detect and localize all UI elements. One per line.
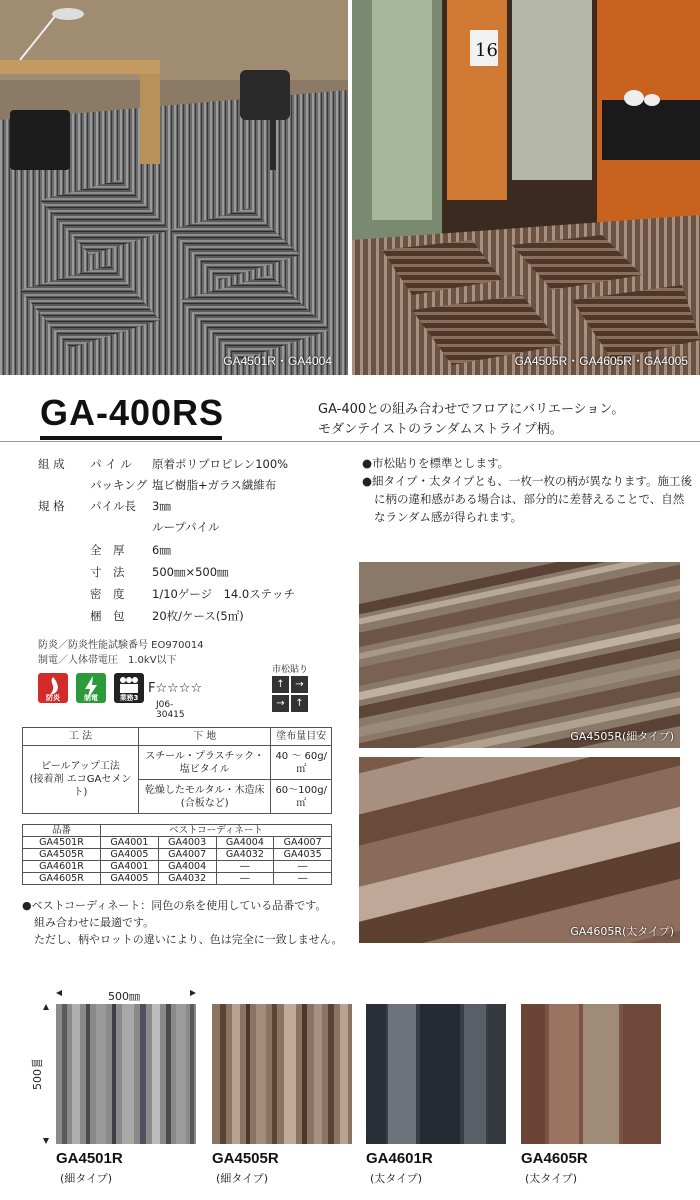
spec-value: 原着ポリプロピレン100% [152,457,289,471]
spec-value: 500㎜×500㎜ [152,565,229,579]
closeup-thick-type [359,757,680,943]
best-coordinate-note [22,897,342,948]
product-code: GA4601R [23,861,101,873]
substrate-cell: スチール・プラスチック・塩ビタイル [139,746,271,780]
spec-value: 塩ビ樹脂+ガラス繊維布 [152,478,277,492]
coord-code: ― [216,873,274,885]
spec-key: 密 度 [90,587,125,601]
table-row [23,861,332,873]
note-random-pattern: ●細タイプ・太タイプとも、一枚一枚の柄が異なります。施工後に柄の違和感がある場合は、部分的に差替えることで、自然なランダム感が得られます。 [362,474,692,524]
col-best-coordinate: ベストコーディネート [101,825,332,837]
tile-name-ga4501r: GA4501R [56,1150,123,1167]
coord-code: GA4004 [216,837,274,849]
hero-photo-left [0,0,348,375]
arrow-up-icon: ↑ [291,695,308,712]
coord-code: GA4032 [216,849,274,861]
closeup-thick-label: GA4605R(太タイプ) [570,925,674,938]
tile-name-ga4605r: GA4605R [521,1150,588,1167]
best-coordinate-table [22,824,332,885]
product-code: GA4505R [23,849,101,861]
amount-cell: 40 ～ 60g/㎡ [271,746,332,780]
method-cell [23,746,139,814]
product-model-title: GA-400RS [40,392,225,433]
f-star-rating: F☆☆☆☆ [148,681,203,696]
tile-ga4505r-swatch [212,1004,352,1144]
coord-code: GA4001 [101,861,159,873]
room-number: 16 [475,40,498,61]
tile-type-ga4501r: (細タイプ) [60,1172,113,1185]
coord-code: GA4005 [101,873,159,885]
tile-type-ga4505r: (細タイプ) [216,1172,269,1185]
tile-name-ga4601r: GA4601R [366,1150,433,1167]
badge-static-label: 制電 [84,694,98,702]
ichimatsu-label: 市松貼り [272,665,309,675]
product-code: GA4605R [23,873,101,885]
coord-code: GA4001 [101,837,159,849]
tile-ga4501r [56,1004,196,1144]
spec-value: 3㎜ [152,499,171,513]
method-adhesive: (接着剤 エコGAセメント) [29,774,132,798]
cert-text [38,638,204,668]
coord-code: ― [274,873,332,885]
spec-key: 寸 法 [90,565,125,579]
coord-code: GA4003 [158,837,216,849]
tile-ga4605r [521,1004,661,1144]
spec-value: 6㎜ [152,543,171,557]
spec-value: 1/10ゲージ 14.0ステッチ [152,587,295,601]
coord-code: GA4035 [274,849,332,861]
coord-code: GA4007 [274,837,332,849]
tile-type-ga4605r: (太タイプ) [525,1172,578,1185]
f-star-code: J06-30415 [156,700,185,720]
title-underline [40,436,222,440]
lead-line-2: モダンテイストのランダムストライプ柄。 [318,422,563,437]
col-amount: 塗布量目安 [271,728,332,746]
spec-key: パ イ ル [90,457,132,471]
tile-type-ga4601r: (太タイプ) [370,1172,423,1185]
spec-key: 梱 包 [90,609,125,623]
method-name: ピールアップ工法 [41,761,120,772]
commercial-use-badge-icon [114,673,144,703]
coord-code: GA4007 [158,849,216,861]
closeup-thin-label: GA4505R(細タイプ) [570,730,674,743]
badge-fire-label: 防炎 [46,694,60,702]
table-row [23,849,332,861]
hero-photo-right [352,0,700,375]
tile-ga4501r-swatch [56,1004,196,1144]
bc-note-2: 組み合わせに最適です。 [34,916,155,929]
col-substrate: 下 地 [139,728,271,746]
hero-left-caption: GA4501R・GA4004 [223,354,332,368]
tile-ga4601r-swatch [366,1004,506,1144]
arrow-right-icon: → [291,676,308,693]
antistatic-badge-icon [76,673,106,703]
ichimatsu-layout-icon [272,676,308,712]
closeup-thin-texture [359,562,680,748]
spec-value: 20枚/ケース(5㎡) [152,609,244,623]
badge-commercial-label: 業務3 [119,694,139,702]
cert-fire: 防炎／防炎性能試験番号 EO970014 [38,640,204,651]
product-code: GA4501R [23,837,101,849]
spec-value: ループパイル [152,520,220,534]
spec-key: パイル長 [90,499,136,513]
product-lead [318,400,624,440]
tile-ga4505r [212,1004,352,1144]
arrow-up-icon: ↑ [272,676,289,693]
amount-cell: 60～100g/㎡ [271,780,332,814]
spec-key: 全 厚 [90,543,125,557]
tile-name-ga4505r: GA4505R [212,1150,279,1167]
fire-retardant-badge-icon [38,673,68,703]
closeup-thick-texture [359,757,680,943]
tile-ga4605r-swatch [521,1004,661,1144]
dimension-height-label: 500㎜ [31,1058,44,1090]
office-photo-gray [0,0,348,375]
arrow-right-icon: → [272,695,289,712]
spec-group: 組 成 [38,457,65,471]
cert-antistatic: 制電／人体帯電圧 1.0kV以下 [38,655,177,666]
coord-code: ― [216,861,274,873]
lead-line-1: GA-400との組み合わせでフロアにバリエーション。 [318,402,625,417]
coord-code: GA4004 [158,861,216,873]
coord-code: GA4005 [101,849,159,861]
spec-group: 規 格 [38,499,65,513]
note-ichimatsu: ●市松貼りを標準とします。 [362,456,510,470]
product-notes [362,454,692,526]
closeup-thin-type [359,562,680,748]
title-divider [0,441,700,442]
tile-ga4601r [366,1004,506,1144]
col-method: 工 法 [23,728,139,746]
bc-note-3: ただし、柄やロットの違いにより、色は完全に一致しません。 [34,933,343,946]
substrate-cell: 乾燥したモルタル・木造床(合板など) [139,780,271,814]
table-row [23,837,332,849]
coord-code: GA4032 [158,873,216,885]
office-photo-brown [352,0,700,375]
spec-key: パッキング [90,478,148,492]
dimension-width-label: 500㎜ [108,990,140,1003]
coord-code: ― [274,861,332,873]
col-product: 品番 [23,825,101,837]
table-row [23,873,332,885]
hero-right-caption: GA4505R・GA4605R・GA4005 [514,354,688,368]
bc-note-1: ●ベストコーディネート：同色の糸を使用している品番です。 [22,899,327,912]
construction-table [22,727,332,814]
